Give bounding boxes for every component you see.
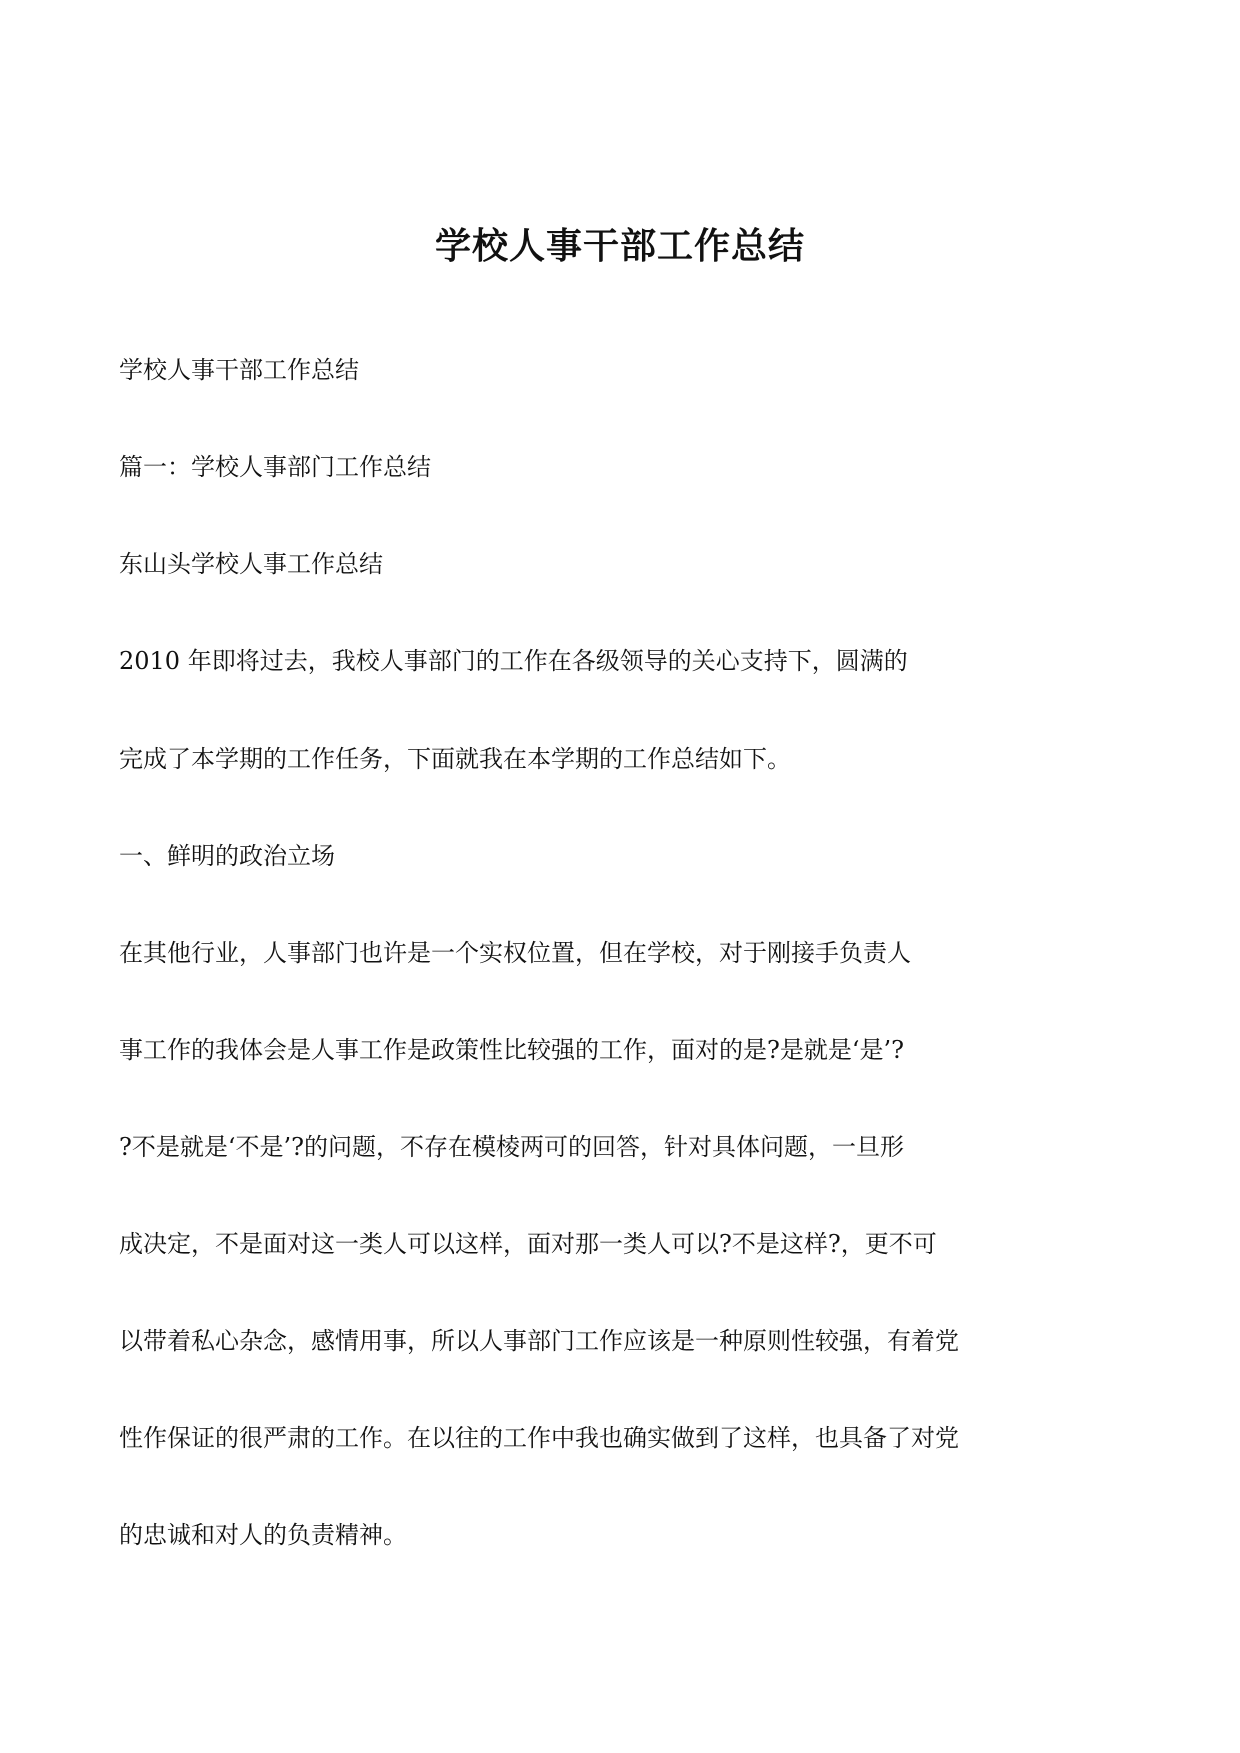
text-line-11: 以带着私心杂念，感情用事，所以人事部门工作应该是一种原则性较强，有着党 <box>119 1327 959 1355</box>
text-line-1: 学校人事干部工作总结 <box>119 356 359 384</box>
text-line-9: ?不是就是‘不是’?的问题，不存在模棱两可的回答，针对具体问题，一旦形 <box>119 1133 904 1161</box>
text-line-12: 性作保证的很严肃的工作。在以往的工作中我也确实做到了这样，也具备了对党 <box>119 1424 959 1452</box>
text-line-2: 篇一：学校人事部门工作总结 <box>119 453 431 481</box>
text-line-4: 2010 年即将过去，我校人事部门的工作在各级领导的关心支持下，圆满的 <box>119 647 908 675</box>
text-line-8: 事工作的我体会是人事工作是政策性比较强的工作，面对的是?是就是‘是’? <box>119 1036 904 1064</box>
text-line-10: 成决定，不是面对这一类人可以这样，面对那一类人可以?不是这样?，更不可 <box>119 1230 937 1258</box>
text-line-7: 在其他行业，人事部门也许是一个实权位置，但在学校，对于刚接手负责人 <box>119 939 911 967</box>
text-line-13: 的忠诚和对人的负责精神。 <box>119 1521 407 1549</box>
text-line-3: 东山头学校人事工作总结 <box>119 550 383 578</box>
document-title: 学校人事干部工作总结 <box>434 225 805 267</box>
text-line-5: 完成了本学期的工作任务，下面就我在本学期的工作总结如下。 <box>119 745 791 773</box>
text-line-6: 一、鲜明的政治立场 <box>119 842 335 870</box>
